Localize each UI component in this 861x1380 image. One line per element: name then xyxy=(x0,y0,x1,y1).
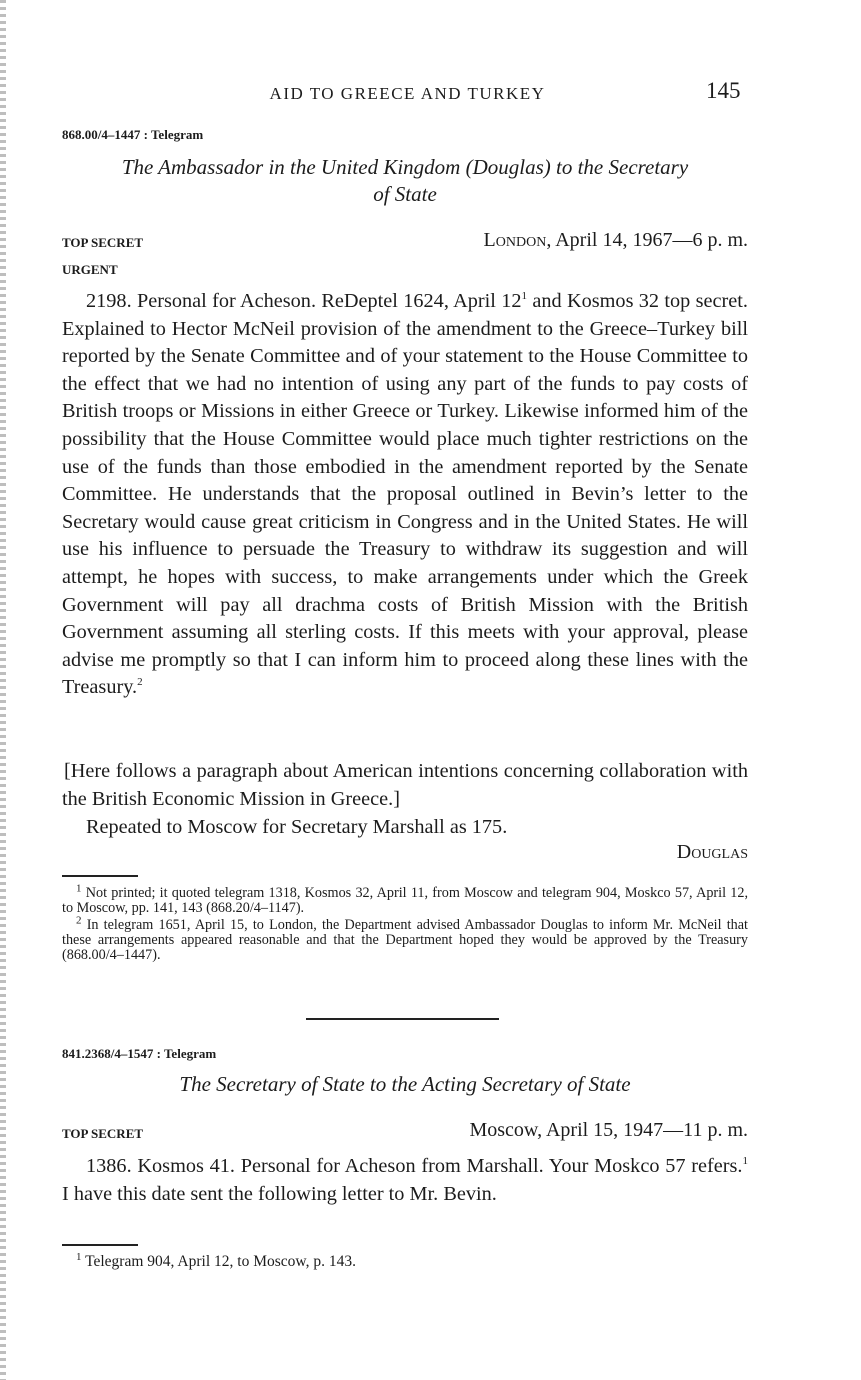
doc1-body-paragraph-1 xyxy=(62,288,748,702)
footnote-number-2: 2 xyxy=(76,914,82,927)
doc2-footnote-text-1: Telegram 904, April 12, to Moscow, p. 143. xyxy=(85,1253,356,1270)
doc2-dateline: Moscow, April 15, 1947—11 p. m. xyxy=(469,1119,748,1141)
doc2-footnote-ref-1: 1 xyxy=(742,1155,748,1168)
doc2-footnote-divider xyxy=(62,1244,138,1246)
doc1-dateline xyxy=(360,229,748,252)
doc2-footnote-1 xyxy=(62,1250,748,1270)
doc1-body-paragraph-2 xyxy=(62,758,748,813)
doc1-bracket-note: [Here follows a paragraph about American intentions concerning collaboration with the British Economic Mission in Greece.] xyxy=(62,760,748,810)
doc2-body-text-a: 1386. Kosmos 41. Personal for Acheson from Marshall. Your Moskco 57 refers. xyxy=(86,1155,743,1177)
doc2-file-reference: 841.2368/4–1547 : Telegram xyxy=(62,1046,217,1061)
section-divider xyxy=(306,1018,499,1020)
doc2-body-text-b: I have this date sent the following letter to Mr. Bevin. xyxy=(62,1182,497,1205)
doc2-body-paragraph xyxy=(62,1153,748,1208)
doc1-title-line1: The Ambassador in the United Kingdom (Douglas) to the Secretary xyxy=(121,155,689,179)
doc1-date: , April 14, 1967—6 p. m. xyxy=(546,229,748,251)
doc1-place: London xyxy=(483,229,547,251)
doc1-body-text-a: 2198. Personal for Acheson. ReDeptel 1624, April 12 xyxy=(86,290,522,312)
doc1-footnote-1 xyxy=(62,882,748,916)
footnote-ref-1: 1 xyxy=(521,290,528,303)
scanned-page-edge xyxy=(0,0,6,1380)
running-header-title: AID TO GREECE AND TURKEY xyxy=(269,84,546,103)
doc1-file-reference: 868.00/4–1447 : Telegram xyxy=(62,127,204,142)
doc2-classification: TOP SECRET xyxy=(62,1126,144,1141)
footnote-divider xyxy=(62,875,138,877)
doc1-signature: Douglas xyxy=(676,841,748,863)
doc1-body-text-b: and Kosmos 32 top secret. Explained to Hector McNeil provision of the amendment to the Greece–Turkey bill reported by the Senate Committee and of your statement to the House Committee to the effect that we had no intention of using any part of the funds to pay costs of British troops or Missions in either Greece or Turkey. Likewise informed him of the possibility that the House Committee would place much tighter restrictions on the use of the funds than those embodied in the amendment reported by the Senate Committee. He understands that the proposal outlined in Bevin’s letter to the Secretary would cause great criticism in Congress and in the United States. He will use his influence to persuade the Treasury to withdraw its suggestion and will attempt, he hopes with success, to make arrangements under which the Greek Government will pay all drachma costs of British Mission with the British Government assuming all sterling costs. If this meets with your approval, please advise me promptly so that I can inform him to proceed along these lines with the Treasury. xyxy=(62,290,748,699)
doc1-footnote-2 xyxy=(62,914,749,963)
footnote-text-1: Not printed; it quoted telegram 1318, Kosmos 32, April 11, from Moscow and telegram 904, Moskco 57, April 12, to Moscow, pp. 141, 143 (868.20/4–1147). xyxy=(62,885,748,916)
doc1-title xyxy=(60,154,750,208)
footnote-text-2: In telegram 1651, April 15, to London, the Department advised Ambassador Douglas to inform Mr. McNeil that these arrangements appeared reasonable and that the Department hoped they would be approved by the Treasury (868.00/4–1447). xyxy=(62,917,749,963)
doc1-priority: URGENT xyxy=(62,262,118,277)
footnote-ref-2: 2 xyxy=(137,676,143,689)
page-number: 145 xyxy=(706,78,741,103)
footnote-number-1: 1 xyxy=(76,882,82,895)
doc2-footnote-number-1: 1 xyxy=(76,1250,82,1263)
doc2-title: The Secretary of State to the Acting Secretary of State xyxy=(179,1072,631,1096)
doc1-title-line2: of State xyxy=(373,182,437,206)
doc1-classification: TOP SECRET xyxy=(62,235,144,250)
doc1-body-paragraph-3: Repeated to Moscow for Secretary Marshall as 175. xyxy=(86,816,508,838)
